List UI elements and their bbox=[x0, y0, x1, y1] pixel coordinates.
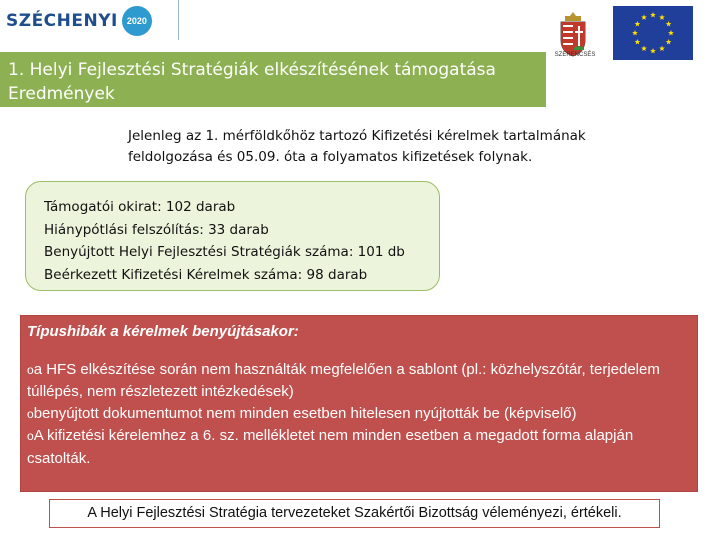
intro-line-2: feldolgozása és 05.09. óta a folyamatos kifizetések folynak. bbox=[128, 149, 533, 165]
error-item bbox=[27, 359, 697, 403]
stat-item: Hiánypótlási felszólítás: 33 darab bbox=[44, 221, 269, 238]
crest-label: SZERENCSÉS bbox=[554, 52, 596, 58]
error-item-text: a HFS elkészítése során nem használták megfelelően a sablont (pl.: közhelyszótár, terjedelem túllépés, nem részletezett intézkedések) bbox=[27, 360, 660, 400]
typical-errors-heading: Típushibák a kérelmek benyújtásakor: bbox=[27, 323, 299, 340]
bullet-icon: o bbox=[27, 429, 34, 443]
logo-divider bbox=[178, 0, 179, 40]
error-item bbox=[27, 425, 697, 469]
error-item-text: benyújtott dokumentumot nem minden esetben hitelesen nyújtották be (képviselő) bbox=[33, 404, 577, 422]
intro-line-1: Jelenleg az 1. mérföldkőhöz tartozó Kifizetési kérelmek tartalmának bbox=[128, 128, 586, 144]
logo-text: SZÉCHENYI bbox=[6, 11, 118, 31]
logo-badge: 2020 bbox=[122, 6, 152, 36]
title-line-1: 1. Helyi Fejlesztési Stratégiák elkészítésének támogatása bbox=[8, 60, 496, 80]
statistics-box bbox=[25, 181, 440, 291]
stat-item: Beérkezett Kifizetési Kérelmek száma: 98 darab bbox=[44, 266, 368, 283]
title-line-2: Eredmények bbox=[8, 84, 115, 104]
bullet-icon: o bbox=[27, 406, 34, 421]
eu-flag-icon bbox=[613, 6, 693, 60]
error-item-text: A kifizetési kérelemhez a 6. sz. mellékletet nem minden esetben a megadott forma alapján csatolták. bbox=[27, 427, 634, 467]
bullet-icon: o bbox=[27, 362, 34, 377]
slide-title bbox=[0, 52, 546, 107]
error-item bbox=[27, 403, 697, 426]
intro-paragraph bbox=[128, 126, 688, 168]
hungarian-crest-icon bbox=[548, 8, 598, 68]
szechenyi-2020-logo bbox=[6, 0, 176, 42]
stat-item: Támogatói okirat: 102 darab bbox=[44, 199, 236, 215]
stat-item: Benyújtott Helyi Fejlesztési Stratégiák száma: 101 db bbox=[44, 244, 405, 260]
footer-note: A Helyi Fejlesztési Stratégia tervezeteket Szakértői Bizottság véleményezi, értékeli. bbox=[49, 499, 660, 528]
typical-errors-box bbox=[20, 315, 698, 492]
